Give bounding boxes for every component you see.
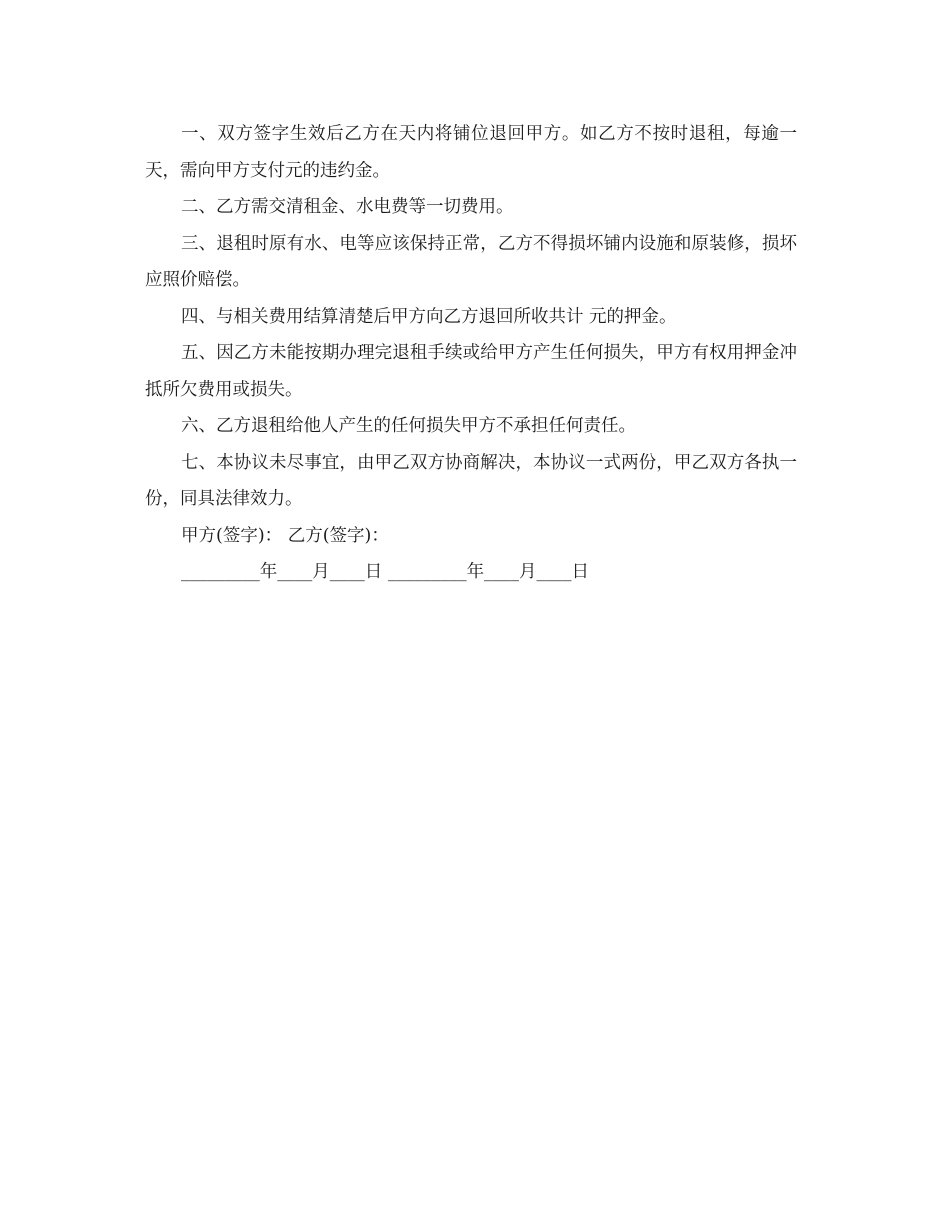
document-body [145, 116, 797, 591]
clause-2: 二、乙方需交清租金、水电费等一切费用。 [181, 197, 514, 217]
clause-3: 三、退租时原有水、电等应该保持正常，乙方不得损坏铺内设施和原装修，损坏应照价赔偿。 [145, 233, 797, 290]
signature-line: 甲方(签字)： 乙方(签字)： [181, 525, 389, 546]
clause-6: 六、乙方退租给他人产生的任何损失甲方不承担任何责任。 [181, 416, 636, 436]
clause-7: 七、本协议未尽事宜，由甲乙双方协商解决，本协议一式两份，甲乙双方各执一份，同具法律效力。 [145, 452, 797, 509]
clause-5: 五、因乙方未能按期办理完退租手续或给甲方产生任何损失，甲方有权用押金冲抵所欠费用或损失。 [145, 343, 797, 400]
date-line: _________年____月____日 _________年____月____日 [181, 562, 590, 582]
clause-4: 四、与相关费用结算清楚后甲方向乙方退回所收共计 元的押金。 [181, 306, 677, 327]
clause-1: 一、双方签字生效后乙方在天内将铺位退回甲方。如乙方不按时退租，每逾一天，需向甲方支付元的违约金。 [145, 124, 797, 181]
